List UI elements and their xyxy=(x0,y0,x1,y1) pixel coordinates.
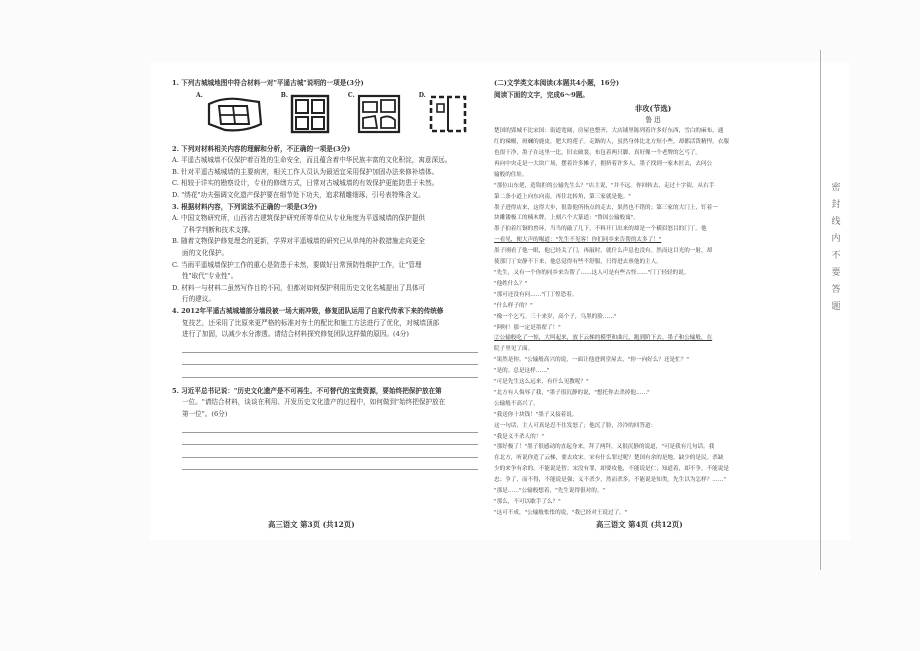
passage-line: "可是先生这么远来，有什么见教呢？" xyxy=(494,379,589,386)
q3-line: B. 随着文物保护修复理念的更新，学界对平遥城墙的研究已从单纯的补救措施走向更全 xyxy=(172,237,426,246)
dashed-wall-map-icon xyxy=(428,94,468,134)
passage-line: 也很干净，墨子在这里一比，旧衣破裳，布包着两只脚，真好像一个老牌的乞丐了。 xyxy=(494,150,701,156)
passage-line: "那好极了！"墨子很感动的直起身来，拜了两拜，又很沉静的说道，"可是我有几句话。我 xyxy=(494,444,715,451)
map-label: B. xyxy=(280,91,288,99)
question-5-line: 一位。"请结合材料，谈谈在利用、开发历史文化遗产的过程中，如何做到"始终把保护放在 xyxy=(182,398,446,407)
passage-line: "是的。总是这样……" xyxy=(494,368,550,375)
passage-line: "那么，不可以歇手了么？" xyxy=(494,499,561,505)
answer-line[interactable] xyxy=(182,421,478,433)
page-footer-right: 高三语文 第4页 (共12页) xyxy=(596,520,683,529)
seal-char: 要 xyxy=(831,268,841,278)
seal-char: 内 xyxy=(831,234,841,244)
answer-line[interactable] xyxy=(182,445,478,457)
passage-line: "先生，又有一个你的同乡来告帮了……这人可是有些古怪……"门丁轻轻的说。 xyxy=(494,269,690,276)
passage-line: 墨子拍着红铜的兽环，当当的敲了几下，不料开门出来的却是一个横眉怒目的门丁。他 xyxy=(494,226,707,233)
answer-line[interactable] xyxy=(182,433,478,445)
q3-line: 性"取代"专业性"。 xyxy=(182,272,238,281)
q3-line: 了科学判断和技术支撑。 xyxy=(182,225,255,234)
map-option-d xyxy=(418,91,468,134)
passage-line: ②公输般吃了一惊，大叫起来，放下云梯的模型和曲尺，跑到阶下去。墨子和公输般，在 xyxy=(494,335,713,342)
passage-line: 在北方，听说你造了云梯，要去攻宋。宋有什么罪过呢？楚国有余的是地，缺少的是民。杀缺 xyxy=(494,455,724,462)
passage-line: 院子里见了面。 xyxy=(494,346,534,353)
passage-line: 公输般不高兴了。 xyxy=(494,400,539,407)
map-option-a xyxy=(196,91,263,134)
passage-line: "这可不成，"公输般怅怅的说，"我已经对王说过了。" xyxy=(494,509,628,516)
question-4-line: 复技艺，还采用了比原来更严格的标准对夯土的配比和施工方法进行了优化，对城墙顶部 xyxy=(182,318,440,327)
passage-line: "我送你十块钱！"墨子又接着说。 xyxy=(494,411,578,418)
irregular-city-map-icon xyxy=(205,94,263,134)
answer-line[interactable] xyxy=(182,458,478,470)
passage-line: 少的来争有余的，不能说是智；宋没有罪，却要攻他，不能说是仁；知道着，却不争，不能说是 xyxy=(494,466,729,473)
map-option-b xyxy=(280,91,330,134)
left-column xyxy=(172,78,482,470)
q2-option-c: C. 相较于详实的勘察设计，专业的修缮方式，日常对古城城墙的有效保护更能防患于未然。 xyxy=(172,179,439,188)
passage-line: "像一个乞丐。三十来岁，高个子，乌黑的脸……" xyxy=(494,313,617,320)
passage-line: 输般的住址。 xyxy=(494,171,528,178)
q3-line: 面的文化保护。 xyxy=(182,248,229,257)
seal-char: 密 xyxy=(831,183,841,193)
question-3: 3. 根据材料内容，下列说法不正确的一项是(3分) xyxy=(172,202,318,211)
q3-line: 行的建议。 xyxy=(182,295,215,304)
passage-line: 忠；争了，而不得，不能说是强；义不杀少，然而杀多，不能说是知类。先生以为怎样？……" xyxy=(494,477,726,484)
passage-line: 这一句话，主人可真是忍不住发怒了；他沉了脸，冷冷的回答道： xyxy=(494,422,657,429)
passage-line: "北方有人侮辱了我，"墨子很沉静的说，"想托你去杀掉他……" xyxy=(494,389,650,396)
page-footer-left: 高三语文 第3页 (共12页) xyxy=(268,520,355,529)
passage-line: 使那门丁安静不下来，他总觉得有些不舒服，只得进去禀他的主人。 xyxy=(494,259,662,266)
passage-line: "那位山东佬，造钩拒的公输先生么？"店主说，"并不远。你回转去，走过十字街，从右手 xyxy=(494,182,715,189)
seal-char: 线 xyxy=(831,217,841,227)
map-options xyxy=(196,91,482,138)
passage-line: 楚国的郢城不比宋国：街道宽阔，房屋也整齐，大店铺里陈列着许多好东西，雪白的麻布，通 xyxy=(494,128,724,135)
q2-option-d: D. "绣花"功夫强调文化遗产保护要在细节处下功夫，追求精雕细琢，引号表特殊含义。 xyxy=(172,190,425,199)
passage-line: 墨子进得店来，这得大步，很靠他所指点的走去，果然也不错的；第三家的大门上，钉着一 xyxy=(494,204,718,211)
passage-line: "什么样子的？" xyxy=(494,302,533,309)
map-option-c xyxy=(347,91,401,134)
passage-line: 第二条小道上向东向南，再往北转角，第三家就是他。" xyxy=(494,193,631,200)
question-1: 1. 下列古城城地图中符合材料一对"平遥古城"说明的一项是(3分) xyxy=(172,79,364,87)
seal-char: 不 xyxy=(831,251,841,261)
seal-line-notice xyxy=(827,180,845,316)
seal-char: 题 xyxy=(831,302,841,312)
broken-wall-map-icon xyxy=(357,94,401,134)
passage-line: 一看见，便大声的喝道："先生不见客！你们同乡来告帮的太多了！" xyxy=(494,237,662,244)
passage-line: 再向中央走是一大块广场，摆着许多摊子，拥挤着许多人，墨子找到一家木匠去，去问公 xyxy=(494,160,713,167)
passage-line: "他姓什么？" xyxy=(494,280,528,287)
right-column xyxy=(494,78,812,519)
q3-line: D. 材料一与材料二虽然写作目的不同，但都对如何保护利用历史文化名城提出了具体可 xyxy=(172,283,426,292)
answer-line[interactable] xyxy=(182,341,478,353)
passage-line: 块雕镂极工的楠木牌，上刻六个大篆道："鲁国公输般寓"。 xyxy=(494,215,639,222)
question-5-line: 5. 习近平总书记说："历史文化遗产是不可再生、不可替代的宝贵资源，要始终把保护放在第 xyxy=(172,386,442,395)
passage-title: 非攻(节选) xyxy=(634,104,672,114)
answer-line[interactable] xyxy=(182,353,478,365)
question-2: 2. 下列对材料相关内容的理解和分析，不正确的一项是(3分) xyxy=(172,144,351,153)
q3-line: A. 中国文物研究所，山西省古建筑保护研究所等单位从专业角度为平遥城墙的保护提供 xyxy=(172,214,425,223)
seal-char: 封 xyxy=(831,200,841,210)
q3-line: C. 当雨平遥城墙保护工作的重心是防患于未然，要做好日常预防性维护工作，让"管理 xyxy=(172,260,422,269)
seal-char: 答 xyxy=(831,285,841,295)
question-4-line: 4. 2012年平遥古城城墙部分墙段被一场大雨冲毁，修复团队运用了自家代传承下来的传统修 xyxy=(172,306,444,315)
passage-line: "那是……"公输般想着，"先生说得很对的。" xyxy=(494,488,605,495)
passage-line: "我是义不杀人的！" xyxy=(494,433,544,440)
map-label: D. xyxy=(418,91,426,99)
square-grid-map-icon xyxy=(290,94,330,134)
question-4-line: 进行了加固，以减少水分渗透。请结合材料探究修复团队这样做的原因。(4分) xyxy=(182,330,409,339)
binding-line xyxy=(820,50,821,570)
passage-line: "阿呀！那一定是墨翟了！" xyxy=(494,324,561,331)
map-label: A. xyxy=(196,91,203,99)
passage-body xyxy=(494,126,812,519)
section-heading: (二)文学类文本阅读(本题共4小题，16分) xyxy=(494,79,620,87)
passage-author: 鲁 迅 xyxy=(645,116,661,125)
passage-line: "那可还没有问……"门丁惶恐着。 xyxy=(494,291,578,298)
question-5-line: 第一位"。(6分) xyxy=(182,410,228,419)
passage-line: "果然是你。"公输般高兴的说，一面让他进到堂屋去，"你一向好么？还是忙？" xyxy=(494,357,689,364)
passage-line: 墨子刚看了他一眼，他已经关了门，再敲时，就什么声息也没有。然而这目光的一射，却 xyxy=(494,248,713,255)
reading-instruction: 阅读下面的文字，完成6～9题。 xyxy=(494,90,589,99)
q2-option-b: B. 针对平遥古城城墙的主要病害，相关工作人员认为最适宜采用保护加固办法来修补墙体。 xyxy=(172,167,439,176)
passage-line: 红的辣椒，斑斓的鹿皮，肥大的莲子。走路的人，虽然身体比北方短小些，却都活泼精悍，衣服 xyxy=(494,139,729,146)
q2-option-a: A. 平遥古城城墙不仅保护着百姓的生命安全，而且蕴含着中华民族丰富的文化积淀，寓意深远。 xyxy=(172,156,452,165)
map-label: C. xyxy=(347,91,355,99)
answer-line[interactable] xyxy=(182,365,478,377)
